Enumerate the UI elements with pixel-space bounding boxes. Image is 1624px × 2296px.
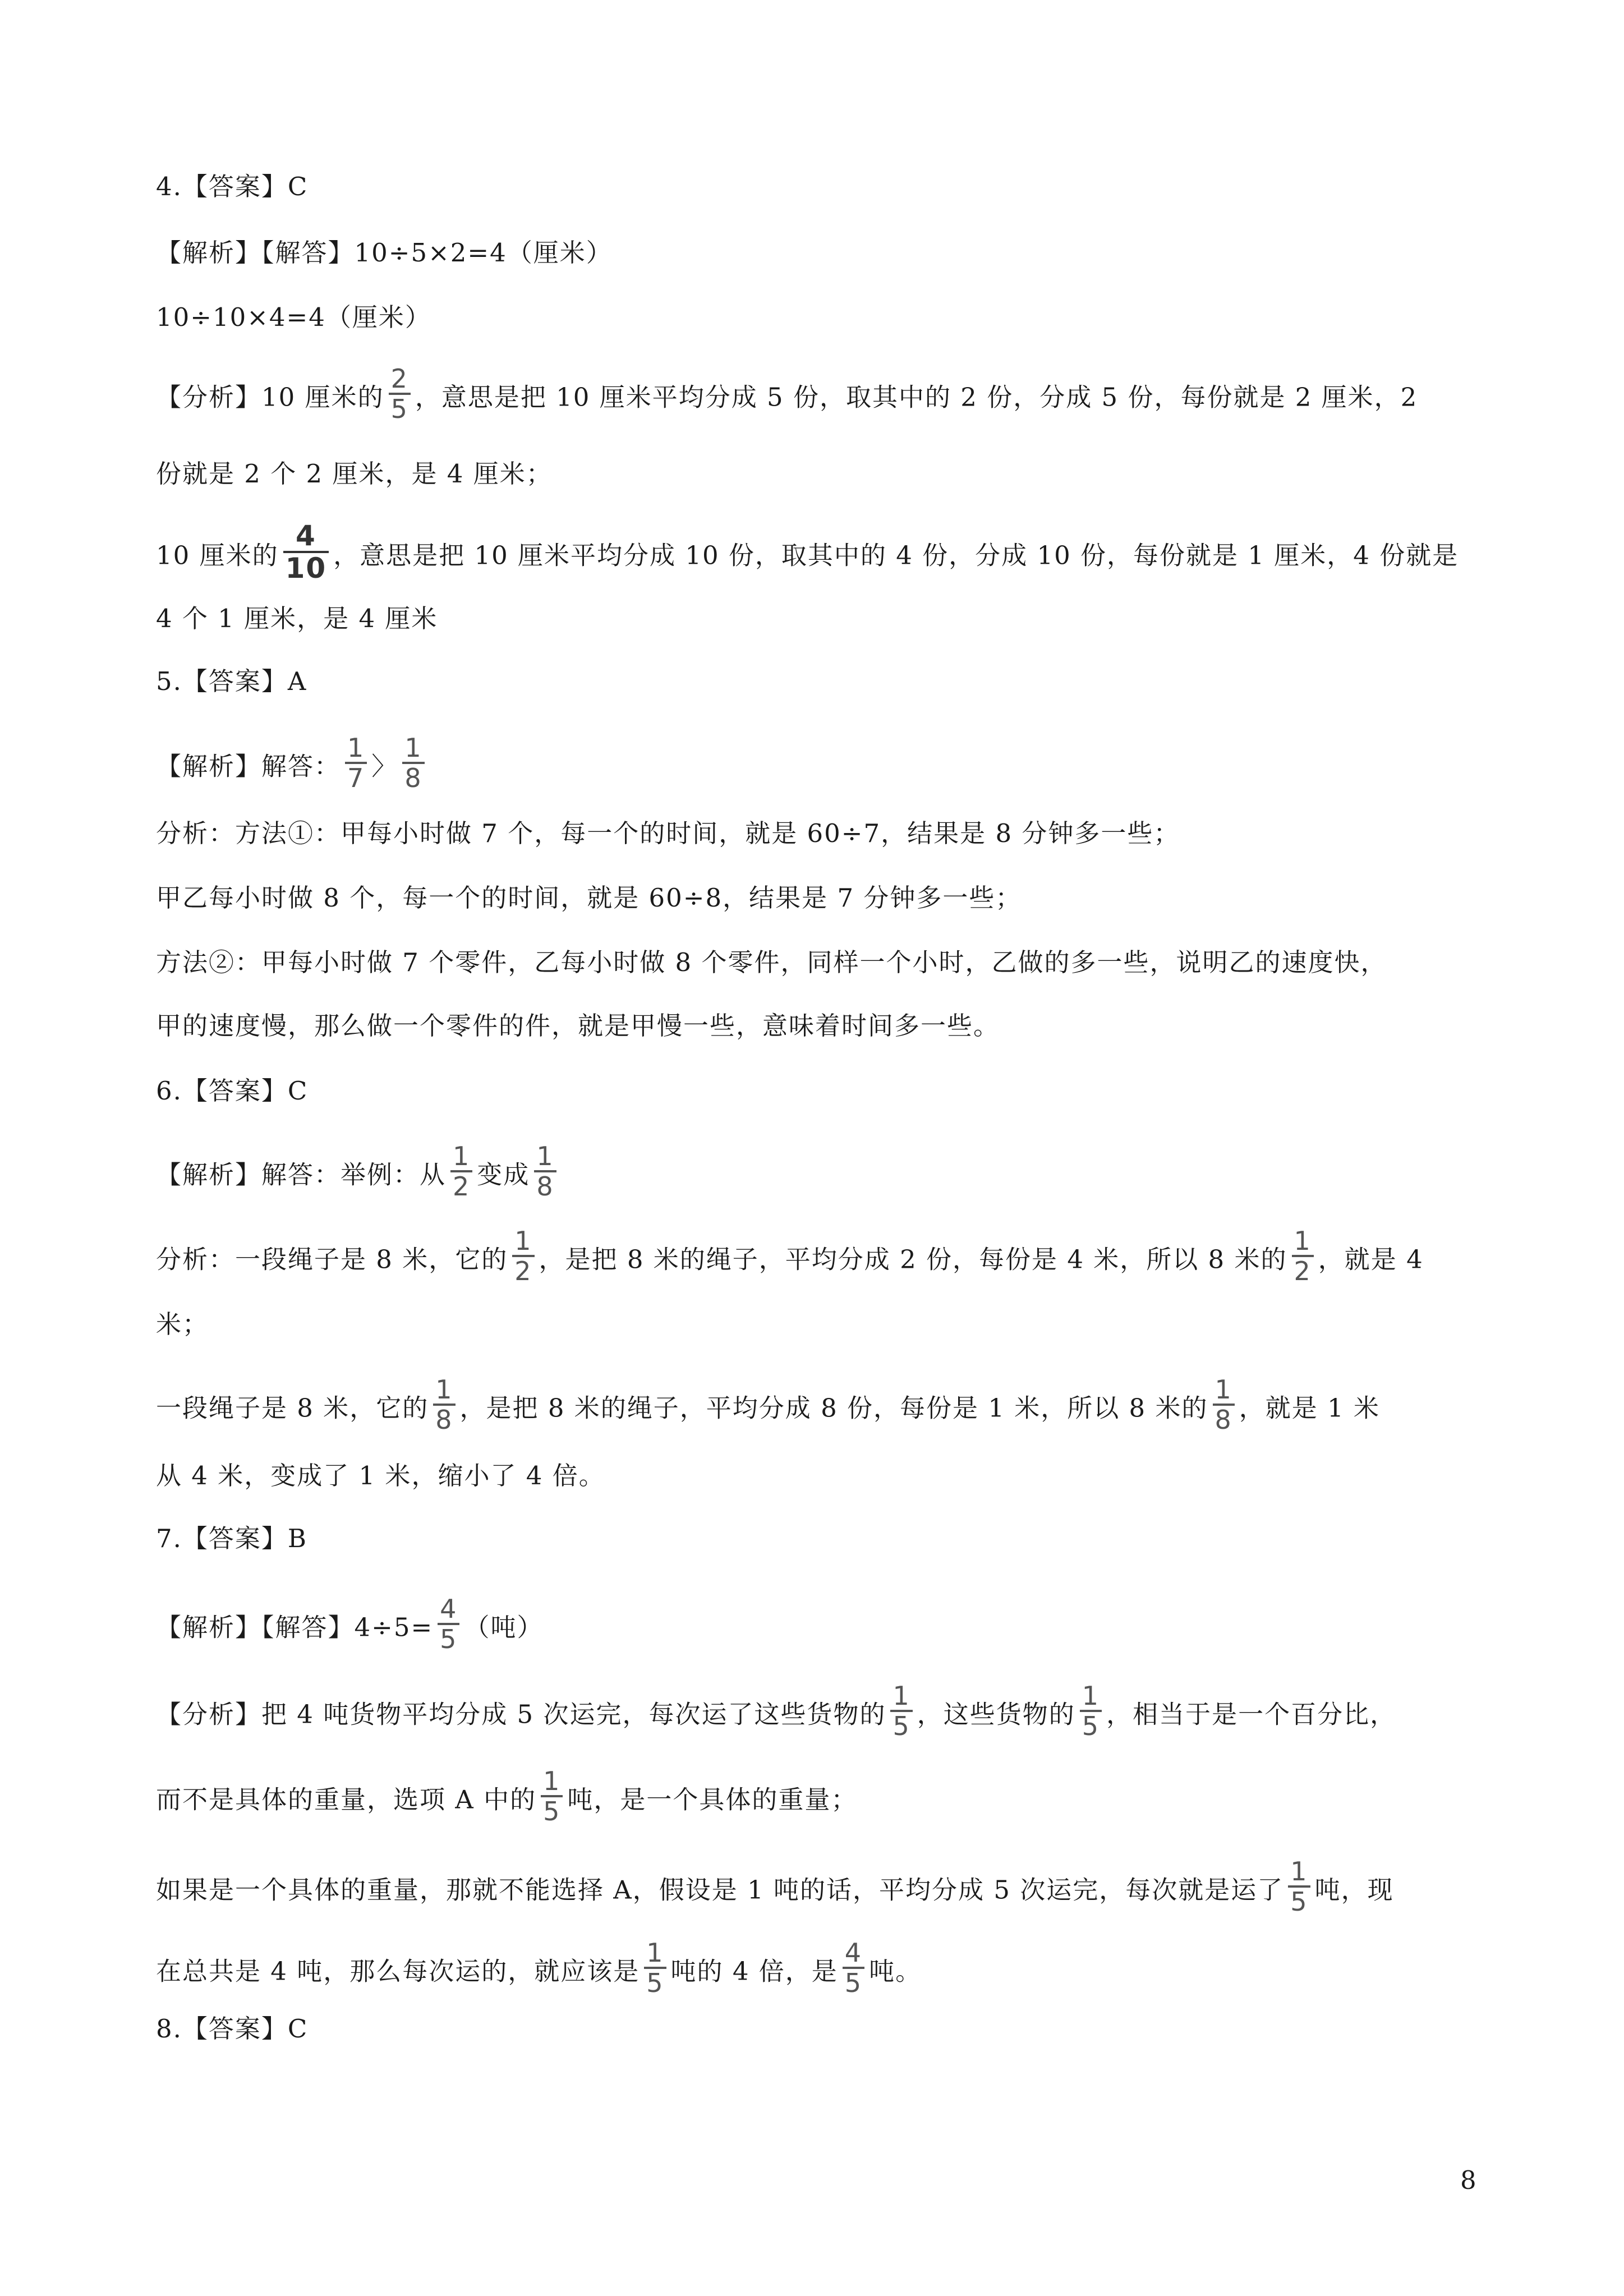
text-segment: 【解析】解答： bbox=[156, 751, 341, 781]
fraction-denominator: 5 bbox=[543, 1796, 561, 1826]
fraction-denominator: 5 bbox=[844, 1968, 863, 1998]
fraction-denominator: 8 bbox=[404, 763, 422, 793]
text-segment: 【分析】把 4 吨货物平均分成 5 次运完，每次运了这些货物的 bbox=[156, 1699, 886, 1729]
q8-answer: 8.【答案】C bbox=[156, 2014, 309, 2044]
fraction-denominator: 5 bbox=[440, 1624, 458, 1654]
fraction-numerator: 1 bbox=[890, 1683, 912, 1712]
text-segment: 如果是一个具体的重量，那就不能选择 A，假设是 1 吨的话，平均分成 5 次运完，每次就是运了 bbox=[156, 1875, 1284, 1905]
q6-analysis-line-2 bbox=[156, 1226, 1424, 1290]
fraction-denominator: 7 bbox=[347, 763, 365, 793]
fraction-denominator: 5 bbox=[892, 1711, 910, 1741]
fraction-numerator: 1 bbox=[450, 1143, 472, 1172]
fraction bbox=[450, 1141, 472, 1202]
q5-answer: 5.【答案】A bbox=[156, 666, 307, 696]
fraction bbox=[345, 735, 367, 791]
text-segment: 在总共是 4 吨，那么每次运的，就应该是 bbox=[156, 1956, 640, 1986]
fraction-denominator: 10 bbox=[285, 552, 327, 585]
fraction-denominator: 8 bbox=[435, 1405, 453, 1435]
fraction-denominator: 2 bbox=[514, 1256, 532, 1286]
fraction bbox=[389, 366, 411, 422]
fraction bbox=[1080, 1683, 1102, 1739]
text-segment: ，是把 8 米的绳子，平均分成 8 份，每份是 1 米，所以 8 米的 bbox=[459, 1393, 1208, 1423]
text-segment: ，就是 4 bbox=[1318, 1244, 1424, 1274]
q7-analysis-line-1 bbox=[156, 1594, 544, 1658]
text-segment: 吨。 bbox=[869, 1956, 922, 1986]
text-segment: 变成 bbox=[477, 1159, 530, 1190]
fraction bbox=[1288, 1858, 1310, 1915]
fraction-numerator: 1 bbox=[1080, 1683, 1102, 1712]
text-segment: 10 厘米的 bbox=[156, 540, 279, 570]
fraction-denominator: 5 bbox=[646, 1968, 664, 1998]
text-segment: ，这些货物的 bbox=[917, 1699, 1075, 1729]
text-segment: ，就是 1 米 bbox=[1239, 1393, 1381, 1423]
fraction-numerator: 4 bbox=[843, 1940, 864, 1969]
page-number: 8 bbox=[1460, 2165, 1476, 2195]
greater-than-sign: 〉 bbox=[371, 751, 398, 781]
fraction bbox=[534, 1141, 556, 1202]
fraction-numerator: 1 bbox=[1213, 1377, 1235, 1406]
q6-analysis-line-3: 米； bbox=[156, 1309, 209, 1339]
fraction-denominator: 2 bbox=[1294, 1256, 1312, 1286]
q5-analysis-line-5: 甲的速度慢，那么做一个零件的件，就是甲慢一些，意味着时间多一些。 bbox=[156, 1011, 1000, 1041]
fraction-numerator: 1 bbox=[402, 735, 424, 764]
q5-analysis-line-3: 甲乙每小时做 8 个，每一个的时间，就是 60÷8，结果是 7 分钟多一些； bbox=[156, 883, 1022, 913]
q4-analysis-line-6: 4 个 1 厘米，是 4 厘米 bbox=[156, 604, 438, 633]
q6-answer: 6.【答案】C bbox=[156, 1076, 309, 1106]
text-segment: 而不是具体的重量，选项 A 中的 bbox=[156, 1784, 537, 1815]
fraction-numerator: 1 bbox=[1292, 1228, 1314, 1257]
q6-analysis-line-5: 从 4 米，变成了 1 米，缩小了 4 倍。 bbox=[156, 1461, 605, 1490]
text-segment: ，意思是把 10 厘米平均分成 5 份，取其中的 2 份，分成 5 份，每份就是 2 厘米，2 bbox=[415, 382, 1418, 412]
text-segment: 一段绳子是 8 米，它的 bbox=[156, 1393, 429, 1423]
q4-answer: 4.【答案】C bbox=[156, 172, 309, 201]
q4-analysis-line-5 bbox=[156, 519, 1459, 588]
fraction-numerator: 4 bbox=[283, 522, 329, 553]
text-segment: 吨的 4 倍，是 bbox=[670, 1956, 838, 1986]
fraction-denominator: 5 bbox=[390, 394, 408, 424]
text-segment: 【解析】【解答】4÷5= bbox=[156, 1612, 434, 1642]
q5-analysis-line-4: 方法②：甲每小时做 7 个零件，乙每小时做 8 个零件，同样一个小时，乙做的多一些，说明乙的速度快， bbox=[156, 947, 1387, 977]
fraction bbox=[433, 1374, 455, 1435]
text-segment: 吨，是一个具体的重量； bbox=[567, 1784, 858, 1815]
fraction-denominator: 5 bbox=[1082, 1711, 1100, 1741]
text-segment: 吨，现 bbox=[1314, 1875, 1394, 1905]
q6-analysis-line-1 bbox=[156, 1141, 561, 1205]
fraction-denominator: 8 bbox=[1214, 1405, 1232, 1435]
q7-analysis-line-4 bbox=[156, 1856, 1394, 1920]
q5-analysis-line-1 bbox=[156, 733, 429, 797]
text-segment: 【解析】解答：举例：从 bbox=[156, 1159, 447, 1190]
q5-analysis-line-2: 分析：方法①：甲每小时做 7 个，每一个的时间，就是 60÷7，结果是 8 分钟多一些； bbox=[156, 818, 1180, 848]
fraction-numerator: 1 bbox=[541, 1768, 563, 1797]
q7-analysis-line-2 bbox=[156, 1681, 1397, 1745]
fraction-numerator: 1 bbox=[534, 1143, 556, 1172]
text-segment: （吨） bbox=[464, 1612, 544, 1642]
fraction bbox=[890, 1683, 912, 1739]
fraction bbox=[438, 1596, 459, 1652]
fraction-numerator: 1 bbox=[1288, 1858, 1310, 1888]
q7-analysis-line-3 bbox=[156, 1766, 858, 1830]
fraction-numerator: 1 bbox=[644, 1940, 666, 1969]
fraction bbox=[541, 1768, 563, 1824]
fraction bbox=[402, 735, 424, 791]
text-segment: ，是把 8 米的绳子，平均分成 2 份，每份是 4 米，所以 8 米的 bbox=[539, 1244, 1287, 1274]
q7-analysis-line-5 bbox=[156, 1938, 922, 2001]
fraction bbox=[1213, 1374, 1235, 1435]
fraction-denominator: 5 bbox=[1290, 1887, 1308, 1917]
fraction bbox=[843, 1940, 864, 1996]
fraction-numerator: 1 bbox=[345, 735, 367, 764]
fraction bbox=[1292, 1228, 1314, 1284]
fraction-numerator: 4 bbox=[438, 1596, 459, 1625]
q4-analysis-line-3 bbox=[156, 364, 1418, 427]
fraction-denominator: 8 bbox=[536, 1171, 554, 1202]
text-segment: ，意思是把 10 厘米平均分成 10 份，取其中的 4 份，分成 10 份，每份就是 1 厘米，4 份就是 bbox=[333, 540, 1459, 570]
fraction-numerator: 1 bbox=[433, 1377, 455, 1406]
q6-analysis-line-4 bbox=[156, 1374, 1381, 1438]
text-segment: 分析：一段绳子是 8 米，它的 bbox=[156, 1244, 508, 1274]
q4-analysis-line-1: 【解析】【解答】10÷5×2=4（厘米） bbox=[156, 238, 613, 268]
fraction-denominator: 2 bbox=[453, 1171, 471, 1202]
fraction bbox=[283, 519, 329, 585]
fraction bbox=[512, 1228, 534, 1284]
fraction-numerator: 1 bbox=[512, 1228, 534, 1257]
q7-answer: 7.【答案】B bbox=[156, 1524, 308, 1553]
text-segment: 【分析】10 厘米的 bbox=[156, 382, 384, 412]
q4-analysis-line-4: 份就是 2 个 2 厘米，是 4 厘米； bbox=[156, 459, 553, 489]
text-segment: ，相当于是一个百分比， bbox=[1106, 1699, 1397, 1729]
fraction bbox=[644, 1940, 666, 1996]
fraction-numerator: 2 bbox=[389, 366, 411, 395]
q4-analysis-line-2: 10÷10×4=4（厘米） bbox=[156, 302, 431, 332]
